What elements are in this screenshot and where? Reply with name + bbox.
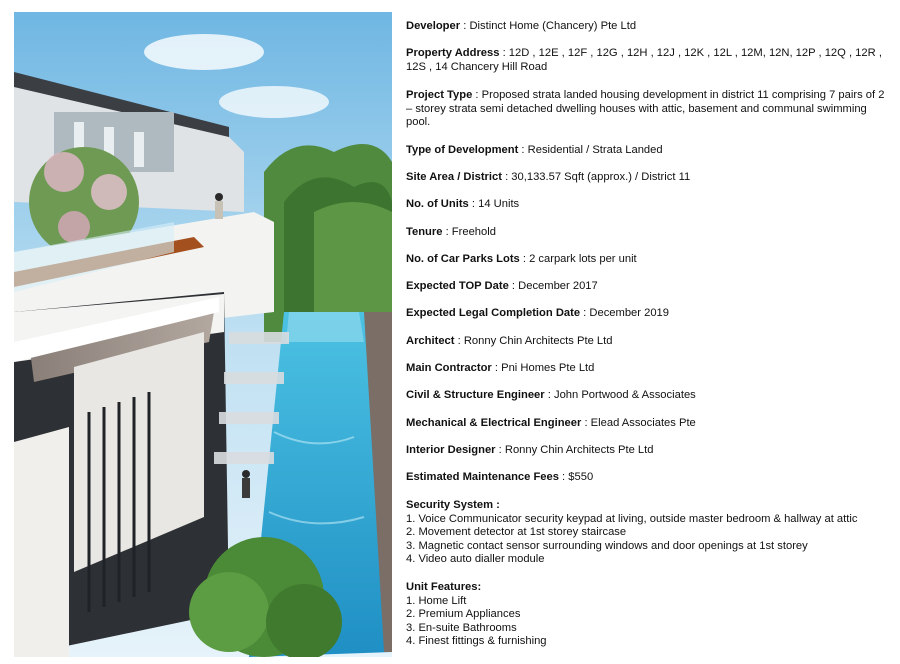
security-system-title: Security System : <box>406 499 500 511</box>
feature-item: 1. Home Lift <box>406 594 467 607</box>
feature-item: 2. Premium Appliances <box>406 608 521 621</box>
unit-features-title-text: Unit Features <box>406 581 478 593</box>
unit-features-title: Unit Features: <box>406 581 482 593</box>
detail-developer: Developer : Distinct Home (Chancery) Pte Ltd <box>406 20 637 32</box>
detail-value: 30,133.57 Sqft (approx.) / District 11 <box>511 171 691 183</box>
detail-value: Ronny Chin Architects Pte Ltd <box>463 335 613 347</box>
detail-label: Architect <box>406 335 455 347</box>
detail-label: No. of Car Parks Lots <box>406 253 520 265</box>
detail-site-area: Site Area / District : 30,133.57 Sqft (approx.) / District 11 <box>406 171 691 183</box>
detail-value: Pni Homes Pte Ltd <box>501 362 595 374</box>
security-system-section <box>406 499 890 567</box>
detail-car-parks: No. of Car Parks Lots : 2 carpark lots per unit <box>406 253 637 265</box>
detail-value: 14 Units <box>478 198 520 210</box>
detail-no-of-units: No. of Units : 14 Units <box>406 198 520 210</box>
detail-value: December 2019 <box>589 307 669 319</box>
detail-label: Expected TOP Date <box>406 280 509 292</box>
detail-value: Residential / Strata Landed <box>527 144 663 156</box>
detail-label: Site Area / District <box>406 171 502 183</box>
detail-type-of-development: Type of Development : Residential / Strata Landed <box>406 144 663 156</box>
detail-project-type: Project Type : Proposed strata landed housing development in district 11 comprising 7 pairs of 2 – storey strata semi detached dwelling houses with attic, basement and communal swimming pool. <box>406 89 885 129</box>
security-item: 1. Voice Communicator security keypad at living, outside master bedroom & hallway at attic <box>406 512 858 525</box>
detail-property-address: Property Address : 12D , 12E , 12F , 12G , 12H , 12J , 12K , 12L , 12M, 12N, 12P , 12Q , 12R , 12S , 14 Chancery Hill Road <box>406 47 882 73</box>
detail-label: Mechanical & Electrical Engineer <box>406 417 582 429</box>
detail-label: Developer <box>406 20 461 32</box>
detail-architect: Architect : Ronny Chin Architects Pte Ltd <box>406 335 613 347</box>
feature-item: 4. Finest fittings & furnishing <box>406 635 547 648</box>
detail-label: Main Contractor <box>406 362 492 374</box>
detail-civil-structure-engineer: Civil & Structure Engineer : John Portwood & Associates <box>406 389 696 401</box>
detail-label: Project Type <box>406 89 473 101</box>
detail-interior-designer: Interior Designer : Ronny Chin Architects Pte Ltd <box>406 444 654 456</box>
detail-label: No. of Units <box>406 198 469 210</box>
detail-tenure: Tenure : Freehold <box>406 226 496 238</box>
detail-value: Freehold <box>451 226 496 238</box>
detail-expected-top-date: Expected TOP Date : December 2017 <box>406 280 598 292</box>
detail-label: Property Address <box>406 47 500 59</box>
project-rendering-image <box>14 12 392 657</box>
detail-label: Estimated Maintenance Fees <box>406 471 559 483</box>
security-item: 2. Movement detector at 1st storey staircase <box>406 526 627 539</box>
detail-value: 12D , 12E , 12F , 12G , 12H , 12J , 12K , 12L , 12M, 12N, 12P , 12Q , 12R , 12S , 14 Chancery Hill Road <box>406 47 882 73</box>
security-system-title-text: Security System <box>406 499 494 511</box>
detail-label: Expected Legal Completion Date <box>406 307 581 319</box>
detail-label: Civil & Structure Engineer <box>406 389 545 401</box>
detail-label: Type of Development <box>406 144 519 156</box>
unit-features-section <box>406 581 890 649</box>
detail-main-contractor: Main Contractor : Pni Homes Pte Ltd <box>406 362 595 374</box>
detail-value: December 2017 <box>518 280 598 292</box>
detail-value: Proposed strata landed housing development in district 11 comprising 7 pairs of 2 – storey strata semi detached dwelling houses with attic, basement and communal swimming pool. <box>406 89 885 129</box>
detail-value: Ronny Chin Architects Pte Ltd <box>504 444 654 456</box>
detail-label: Interior Designer <box>406 444 496 456</box>
detail-label: Tenure <box>406 226 443 238</box>
detail-value: Elead Associates Pte <box>590 417 696 429</box>
detail-value: John Portwood & Associates <box>553 389 696 401</box>
security-item: 3. Magnetic contact sensor surrounding windows and door openings at 1st storey <box>406 539 808 552</box>
detail-value: Distinct Home (Chancery) Pte Ltd <box>469 20 637 32</box>
detail-mechanical-electrical-engineer: Mechanical & Electrical Engineer : Elead Associates Pte <box>406 417 696 429</box>
rendering-illustration <box>14 12 392 657</box>
feature-item: 3. En-suite Bathrooms <box>406 621 517 634</box>
security-item: 4. Video auto dialler module <box>406 553 545 566</box>
detail-value: $550 <box>568 471 594 483</box>
detail-value: 2 carpark lots per unit <box>529 253 637 265</box>
detail-legal-completion-date: Expected Legal Completion Date : December 2019 <box>406 307 669 319</box>
detail-maintenance-fees: Estimated Maintenance Fees : $550 <box>406 471 594 483</box>
